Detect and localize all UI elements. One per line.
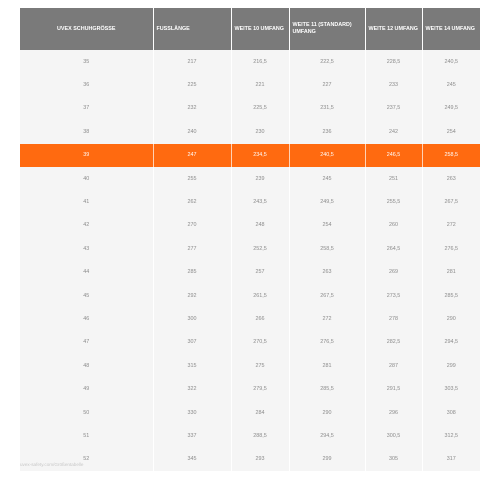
- table-cell: 278: [365, 307, 422, 330]
- table-cell: 279,5: [231, 377, 289, 400]
- table-cell: 252,5: [231, 237, 289, 260]
- table-cell: 308: [422, 401, 480, 424]
- table-cell: 47: [20, 331, 153, 354]
- table-cell: 322: [153, 377, 231, 400]
- table-cell: 225,5: [231, 97, 289, 120]
- table-cell: 221: [231, 73, 289, 96]
- table-cell: 299: [289, 448, 365, 471]
- table-cell: 35: [20, 50, 153, 73]
- table-cell: 258,5: [289, 237, 365, 260]
- table-row: [20, 284, 480, 307]
- table-row: [20, 401, 480, 424]
- table-cell: 288,5: [231, 424, 289, 447]
- table-cell: 254: [289, 214, 365, 237]
- size-table: [20, 8, 480, 471]
- table-cell: 312,5: [422, 424, 480, 447]
- table-cell: 272: [289, 307, 365, 330]
- table-cell: 52: [20, 448, 153, 471]
- table-cell: 290: [289, 401, 365, 424]
- table-row: [20, 354, 480, 377]
- table-cell: 285,5: [422, 284, 480, 307]
- table-cell: 228,5: [365, 50, 422, 73]
- table-row: [20, 73, 480, 96]
- table-cell: 230: [231, 120, 289, 143]
- table-row: [20, 50, 480, 73]
- table-cell: 292: [153, 284, 231, 307]
- table-cell: 240,5: [422, 50, 480, 73]
- table-cell: 303,5: [422, 377, 480, 400]
- table-cell: 245: [422, 73, 480, 96]
- table-row: [20, 424, 480, 447]
- table-cell: 44: [20, 261, 153, 284]
- table-row: [20, 307, 480, 330]
- table-cell: 246,5: [365, 144, 422, 167]
- table-cell: 270: [153, 214, 231, 237]
- size-chart: [20, 8, 480, 471]
- table-cell: 345: [153, 448, 231, 471]
- table-cell: 51: [20, 424, 153, 447]
- table-cell: 270,5: [231, 331, 289, 354]
- table-cell: 243,5: [231, 190, 289, 213]
- table-cell: 48: [20, 354, 153, 377]
- table-cell: 269: [365, 261, 422, 284]
- table-row-highlighted: [20, 144, 480, 167]
- table-cell: 296: [365, 401, 422, 424]
- table-cell: 291,5: [365, 377, 422, 400]
- table-cell: 282,5: [365, 331, 422, 354]
- table-cell: 293: [231, 448, 289, 471]
- table-cell: 260: [365, 214, 422, 237]
- table-cell: 37: [20, 97, 153, 120]
- table-cell: 276,5: [289, 331, 365, 354]
- table-row: [20, 237, 480, 260]
- table-cell: 285,5: [289, 377, 365, 400]
- table-cell: 216,5: [231, 50, 289, 73]
- table-cell: 234,5: [231, 144, 289, 167]
- table-cell: 305: [365, 448, 422, 471]
- table-cell: 249,5: [422, 97, 480, 120]
- table-cell: 45: [20, 284, 153, 307]
- table-cell: 284: [231, 401, 289, 424]
- table-cell: 258,5: [422, 144, 480, 167]
- table-cell: 317: [422, 448, 480, 471]
- table-cell: 290: [422, 307, 480, 330]
- table-cell: 42: [20, 214, 153, 237]
- table-cell: 277: [153, 237, 231, 260]
- table-cell: 337: [153, 424, 231, 447]
- header-row: [20, 8, 480, 50]
- table-cell: 287: [365, 354, 422, 377]
- source-caption: uvex-safety.com/Größentabelle: [20, 462, 84, 467]
- table-cell: 255: [153, 167, 231, 190]
- table-cell: 41: [20, 190, 153, 213]
- table-cell: 275: [231, 354, 289, 377]
- table-cell: 281: [289, 354, 365, 377]
- table-cell: 294,5: [422, 331, 480, 354]
- table-cell: 240: [153, 120, 231, 143]
- table-cell: 273,5: [365, 284, 422, 307]
- column-header: WEITE 14 UMFANG: [422, 8, 480, 50]
- table-cell: 248: [231, 214, 289, 237]
- table-body: [20, 50, 480, 471]
- table-cell: 49: [20, 377, 153, 400]
- table-cell: 276,5: [422, 237, 480, 260]
- table-cell: 263: [289, 261, 365, 284]
- table-cell: 294,5: [289, 424, 365, 447]
- column-header: WEITE 12 UMFANG: [365, 8, 422, 50]
- table-row: [20, 331, 480, 354]
- table-cell: 249,5: [289, 190, 365, 213]
- table-header: [20, 8, 480, 50]
- table-cell: 255,5: [365, 190, 422, 213]
- table-cell: 237,5: [365, 97, 422, 120]
- table-row: [20, 377, 480, 400]
- table-cell: 261,5: [231, 284, 289, 307]
- table-cell: 225: [153, 73, 231, 96]
- table-row: [20, 261, 480, 284]
- table-cell: 217: [153, 50, 231, 73]
- table-cell: 285: [153, 261, 231, 284]
- table-cell: 272: [422, 214, 480, 237]
- table-cell: 233: [365, 73, 422, 96]
- table-cell: 254: [422, 120, 480, 143]
- table-cell: 300: [153, 307, 231, 330]
- table-cell: 227: [289, 73, 365, 96]
- table-cell: 39: [20, 144, 153, 167]
- table-cell: 251: [365, 167, 422, 190]
- table-cell: 50: [20, 401, 153, 424]
- table-cell: 36: [20, 73, 153, 96]
- table-cell: 38: [20, 120, 153, 143]
- table-cell: 43: [20, 237, 153, 260]
- table-row: [20, 120, 480, 143]
- table-cell: 240,5: [289, 144, 365, 167]
- table-cell: 239: [231, 167, 289, 190]
- table-cell: 236: [289, 120, 365, 143]
- table-row: [20, 97, 480, 120]
- table-cell: 232: [153, 97, 231, 120]
- table-cell: 315: [153, 354, 231, 377]
- table-cell: 307: [153, 331, 231, 354]
- table-cell: 263: [422, 167, 480, 190]
- table-cell: 231,5: [289, 97, 365, 120]
- table-cell: 266: [231, 307, 289, 330]
- table-cell: 264,5: [365, 237, 422, 260]
- table-cell: 281: [422, 261, 480, 284]
- table-cell: 299: [422, 354, 480, 377]
- column-header: UVEX SCHUHGRÖSSE: [20, 8, 153, 50]
- table-cell: 222,5: [289, 50, 365, 73]
- table-cell: 245: [289, 167, 365, 190]
- table-cell: 242: [365, 120, 422, 143]
- table-cell: 267,5: [289, 284, 365, 307]
- table-cell: 262: [153, 190, 231, 213]
- table-cell: 40: [20, 167, 153, 190]
- table-cell: 257: [231, 261, 289, 284]
- table-cell: 300,5: [365, 424, 422, 447]
- table-row: [20, 214, 480, 237]
- table-row: [20, 167, 480, 190]
- table-cell: 330: [153, 401, 231, 424]
- column-header: FUSSLÄNGE: [153, 8, 231, 50]
- table-cell: 267,5: [422, 190, 480, 213]
- table-cell: 46: [20, 307, 153, 330]
- column-header: WEITE 11 (STANDARD) UMFANG: [289, 8, 365, 50]
- table-row: [20, 448, 480, 471]
- table-cell: 247: [153, 144, 231, 167]
- table-row: [20, 190, 480, 213]
- column-header: WEITE 10 UMFANG: [231, 8, 289, 50]
